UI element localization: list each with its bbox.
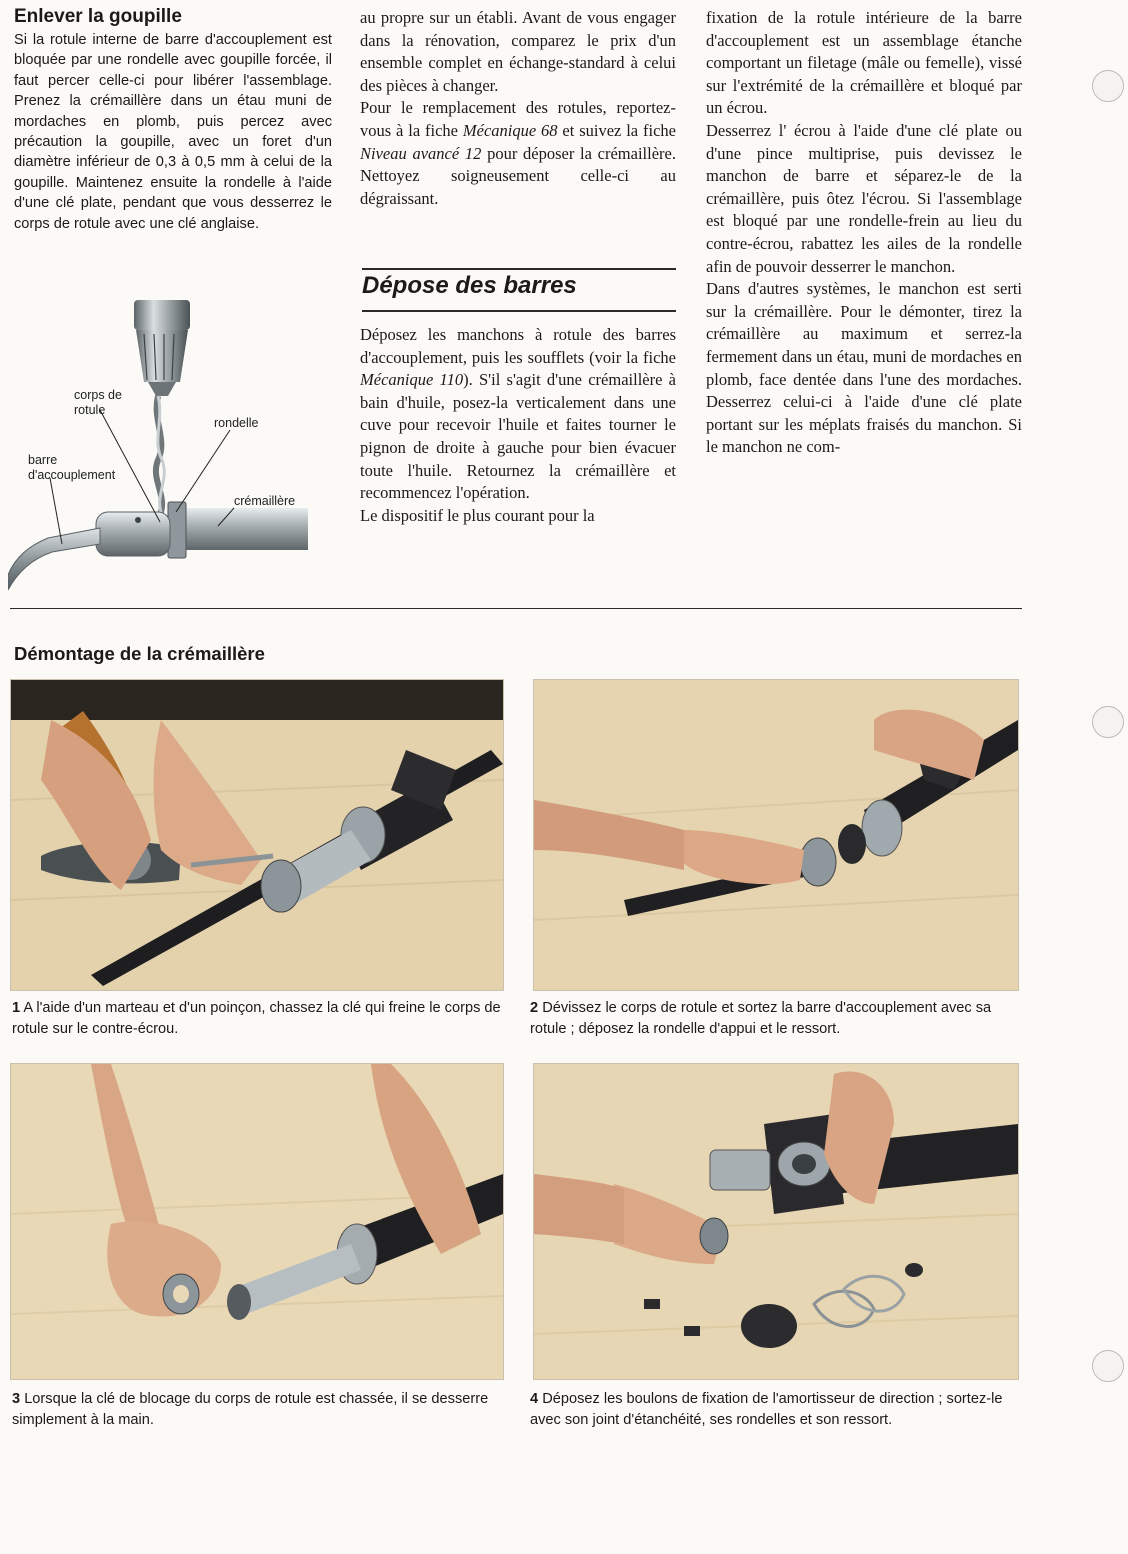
col2-p3-text-b: ). S'il s'agit d'une crémaillère à bain d'huile, posez-la verticalement dans une cuve pour recevoir l'huile et faites tourner le pignon de droite à gauche pour bien évacuer toute l'huile. Retournez la crémaillère et recommencez l'opération. bbox=[360, 370, 677, 503]
column-2 bbox=[360, 7, 676, 210]
drill-diagram-illustration bbox=[8, 300, 308, 600]
caption-1-number: 1 bbox=[12, 1000, 21, 1016]
photo-step-2 bbox=[533, 679, 1019, 991]
section-title: Démontage de la crémaillère bbox=[14, 643, 265, 664]
col2-paragraph-4: Le dispositif le plus courant pour la bbox=[360, 505, 595, 525]
caption-4-number: 4 bbox=[530, 1391, 539, 1407]
section-divider bbox=[10, 608, 1022, 609]
column-2-lower bbox=[360, 324, 676, 527]
caption-2-text: Dévissez le corps de rotule et sortez la barre d'accouplement avec sa rotule ; déposez la rondelle d'appui et le ressort. bbox=[530, 1000, 992, 1037]
drill-diagram bbox=[8, 300, 308, 600]
intro-title: Enlever la goupille bbox=[14, 6, 182, 27]
photo-step-1 bbox=[10, 679, 504, 991]
caption-1-text: A l'aide d'un marteau et d'un poinçon, chassez la clé qui freine le corps de rotule sur le contre-écrou. bbox=[12, 1000, 501, 1037]
intro-body: Si la rotule interne de barre d'accouplement est bloquée par une rondelle avec goupille forcée, il faut percer celle-ci pour libérer l'assemblage. Prenez la crémaillère dans un étau muni de mordaches en plomb, puis percez avec précaution la goupille, avec un foret d'un diamètre inférieur de 0,3 à 0,5 mm à celui de la goupille. Maintenez ensuite la rondelle à l'aide d'une clé plate, pendant que vous desserrez le corps de rotule avec une clé anglaise. bbox=[14, 32, 332, 232]
photo-4-illustration bbox=[534, 1064, 1018, 1379]
caption-3-number: 3 bbox=[12, 1391, 21, 1407]
caption-2-number: 2 bbox=[530, 1000, 539, 1016]
subheading-bottom-rule bbox=[362, 310, 676, 312]
caption-step-2 bbox=[530, 998, 1022, 1039]
photo-1-illustration bbox=[11, 680, 503, 990]
intro-section bbox=[14, 6, 332, 234]
photo-2-illustration bbox=[534, 680, 1018, 990]
binder-hole-bottom bbox=[1092, 1350, 1124, 1382]
binder-hole-middle bbox=[1092, 706, 1124, 738]
col2-paragraph-2 bbox=[360, 97, 676, 210]
caption-step-1 bbox=[12, 998, 506, 1039]
col2-ref-mecanique-110: Mécanique 110 bbox=[360, 370, 464, 390]
caption-step-3 bbox=[12, 1389, 506, 1430]
binder-hole-top bbox=[1092, 70, 1124, 102]
col2-p3-text-a: Déposez les manchons à rotule des barres d'accouplement, puis les soufflets (voir la fiche bbox=[360, 325, 676, 367]
col2-paragraph-1: au propre sur un établi. Avant de vous engager dans la rénovation, comparez le prix d'un ensemble complet en échange-standard à celui des pièces à changer. bbox=[360, 8, 676, 95]
subheading-top-rule bbox=[362, 268, 676, 270]
caption-step-4 bbox=[530, 1389, 1022, 1430]
label-barre-accouplement: barre d'accouplement bbox=[28, 453, 116, 482]
col3-paragraph-3: Dans d'autres systèmes, le manchon est serti sur la crémaillère. Pour le démonter, tirez la crémaillère au maximum et serrez-la fermement dans un étau, muni de mordaches en plomb, face dentée dans l'une des mordaches. Desserrez celui-ci à l'aide d'une clé plate portant sur les méplats fraisés du manchon. Si le manchon ne com- bbox=[706, 279, 1022, 457]
col2-p2-text-a: Pour le remplacement des rotules, reportez-vous à la fiche bbox=[360, 98, 676, 140]
col2-paragraph-3 bbox=[360, 324, 676, 505]
label-corps-de-rotule: corps de rotule bbox=[74, 388, 122, 417]
col2-ref-mecanique-68: Mécanique 68 bbox=[462, 120, 558, 140]
photo-step-3 bbox=[10, 1063, 504, 1380]
col2-p2-text-c: pour déposer la crémaillère. Nettoyez soigneusement celle-ci au dégraissant. bbox=[360, 143, 676, 208]
photo-3-illustration bbox=[11, 1064, 503, 1379]
col2-p2-text-b: et suivez la fiche bbox=[557, 120, 676, 140]
caption-3-text: Lorsque la clé de blocage du corps de rotule est chassée, il se desserre simplement à la main. bbox=[12, 1391, 489, 1428]
col3-paragraph-1: fixation de la rotule intérieure de la barre d'accouplement est un assemblage étanche comportant un filetage (mâle ou femelle), vissé sur l'extrémité de la crémaillère et bloqué par un écrou. bbox=[706, 8, 1022, 118]
photo-step-4 bbox=[533, 1063, 1019, 1380]
subheading-depose-des-barres: Dépose des barres bbox=[362, 272, 577, 299]
caption-4-text: Déposez les boulons de fixation de l'amortisseur de direction ; sortez-le avec son joint d'étanchéité, ses rondelles et son ressort. bbox=[530, 1391, 1003, 1428]
col2-ref-niveau-avance: Niveau avancé 12 bbox=[360, 143, 482, 163]
label-rondelle: rondelle bbox=[214, 416, 259, 430]
col3-paragraph-2: Desserrez l' écrou à l'aide d'une clé plate ou d'une pince multiprise, puis devissez le manchon de barre et séparez-le de la crémaillère, puis ôtez l'écrou. Si l'assemblage est bloqué par une rondelle-frein au lieu du contre-écrou, rabattez les ailes de la rondelle afin de pouvoir desserrer le manchon. bbox=[706, 120, 1022, 276]
label-cremaillere: crémaillère bbox=[234, 494, 296, 508]
column-3 bbox=[706, 7, 1022, 459]
